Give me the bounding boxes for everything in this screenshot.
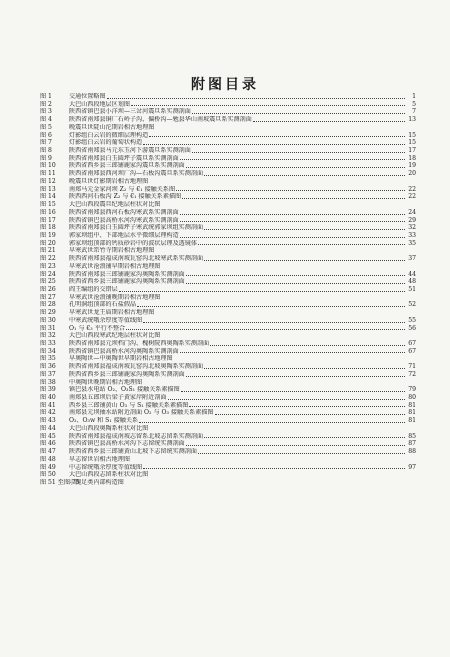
figure-title: 灯影组白云岩的葡萄状构造: [69, 139, 143, 147]
leader-dots: [186, 281, 405, 284]
figure-title: 晚震旦世灯影期岩相古地理图: [69, 177, 149, 185]
figure-title: 早奥陶世—中奥陶世早期岩相古地理图: [69, 355, 173, 363]
figure-number: 图 19: [40, 231, 56, 239]
figure-title: 陕西省南郑县铜厂石岭子沟、偏桥沟—勉县华山南坡震旦系实测剖面: [69, 116, 252, 124]
list-item: [40, 240, 416, 248]
page-number: 71: [408, 363, 416, 371]
list-item: [40, 132, 416, 140]
figure-title: 晚震旦世陡山沱期岩相古地理图: [69, 123, 155, 131]
figure-title: 交通位置略图: [69, 93, 106, 100]
page-number: 67: [408, 347, 416, 355]
page-number: 20: [408, 170, 416, 178]
list-item: [40, 247, 416, 255]
figure-title: 郭家坝组顶部的钙质砂岩中的波状层理及透镜体: [69, 239, 197, 247]
page-number: 15: [408, 139, 416, 147]
figure-number: 图 34: [40, 347, 56, 355]
figure-title: 陕西省南郑县三郎铺鹿家沟奥陶系实测剖面: [69, 270, 185, 278]
list-item: [40, 355, 416, 363]
figure-title: 大巴山西段寒武纪地层柱状对比图: [69, 332, 161, 340]
leader-dots: [107, 96, 405, 99]
list-item: [40, 193, 416, 201]
list-item: [40, 217, 416, 225]
figure-title: O₁ 与 €₃ 平行不整合: [69, 324, 126, 332]
list-item: [40, 201, 416, 209]
figure-number: 图 50: [40, 471, 56, 479]
figure-title: 陕西省西乡县三郎铺鹿家沟奥陶系实测剖面: [69, 370, 185, 378]
figure-number: 图 35: [40, 355, 56, 363]
page-number: 81: [408, 401, 416, 409]
figure-number: 图 33: [40, 340, 56, 347]
figure-number: 图 38: [40, 378, 56, 386]
list-item: [40, 271, 416, 279]
figure-title: 陕西省南郑县白玉圆坪子震旦系实测剖面: [69, 154, 179, 162]
figure-title: 早志留世岩相古地理图: [69, 455, 130, 463]
page-number: 17: [408, 147, 416, 155]
leader-dots: [192, 150, 405, 153]
leader-dots: [181, 389, 405, 392]
list-item: [40, 178, 416, 186]
figure-number: 图 22: [40, 255, 56, 263]
figure-number: 图 13: [40, 185, 56, 193]
figure-number: 图 29: [40, 309, 56, 317]
leader-dots: [180, 157, 405, 160]
page-number: 18: [408, 154, 416, 162]
leader-dots: [180, 219, 405, 222]
figure-title: 陕西省西乡县三郎铺鹿家沟奥陶系实测剖面: [69, 278, 185, 286]
page-number: 7: [412, 108, 416, 116]
figure-number: 图 18: [40, 224, 56, 232]
list-item: [40, 471, 416, 479]
figure-title: 陕西省镇巴县高桥水河沟奥陶系实测剖面: [69, 347, 179, 355]
leader-dots: [180, 212, 405, 215]
figure-number: 图 31: [40, 324, 56, 332]
figure-title: 示腕足类内部构造图: [69, 478, 124, 486]
leader-dots: [253, 119, 405, 122]
figure-number: 图 24: [40, 270, 56, 278]
figure-title: 孔明洞组顶部的石盐假晶: [69, 301, 137, 309]
list-item: [40, 186, 416, 194]
figure-number: 图 17: [40, 216, 56, 224]
figure-number: 图 3: [40, 108, 52, 116]
figure-number: 图 8: [40, 147, 52, 155]
list-item: [40, 464, 416, 472]
figure-number: 图 16: [40, 208, 56, 216]
leader-dots: [186, 165, 405, 168]
leader-dots: [180, 350, 405, 353]
list-item: [40, 263, 416, 271]
figure-title: 南郑县元坝抽水站附近剖面 O₂ 与 O₃ 接触关系素描图: [69, 409, 214, 417]
figure-title: 早寒武世沧浪铺早期岩相古地理图: [69, 262, 161, 270]
list-item: [40, 224, 416, 232]
leader-dots: [131, 103, 405, 106]
figure-title: 南郑县五郎坝后梁子黄家岸附近剖面: [69, 394, 167, 402]
leader-dots: [204, 173, 405, 176]
page-number: 44: [408, 270, 416, 278]
page-number: 88: [408, 448, 416, 456]
list-item: [40, 379, 416, 387]
figure-number: 图 23: [40, 262, 56, 270]
figure-number: 图 20: [40, 239, 56, 247]
leader-dots: [143, 320, 405, 323]
figure-number: 图 46: [40, 440, 56, 448]
page-number: 85: [408, 432, 416, 440]
figure-number: 图 10: [40, 162, 56, 170]
figure-title: 陕西省南郑县福成南坡志留系北坡志留系实测剖面: [69, 432, 204, 440]
figure-title: 早寒武世沧浪铺晚期岩相古地理图: [69, 293, 161, 301]
figure-title: 大巴山西段震旦纪地层柱状对比图: [69, 201, 161, 209]
list-item: [40, 479, 416, 487]
figure-number: 图 14: [40, 193, 56, 201]
figure-number: 图 5: [40, 123, 52, 131]
list-item: [40, 417, 416, 425]
leader-dots: [176, 188, 405, 191]
list-item: [40, 124, 416, 132]
leader-dots: [168, 397, 406, 400]
figure-number: 图 49: [40, 463, 56, 471]
page-number: 22: [408, 193, 416, 201]
figure-number: 图 9: [40, 154, 52, 162]
figure-number: 图 26: [40, 285, 56, 293]
figure-title: 陕西省南郑县福成南坡瓦窑沟北坡奥陶系实测剖面: [69, 363, 204, 371]
figure-number: 图 25: [40, 278, 56, 286]
figure-number: 图 7: [40, 139, 52, 147]
list-item: [40, 209, 416, 217]
figure-number: 图 39: [40, 386, 56, 394]
list-item: [40, 394, 416, 402]
leader-dots: [186, 443, 405, 446]
list-item: [40, 232, 416, 240]
page-number: 56: [408, 324, 416, 332]
page-number: 79: [408, 386, 416, 394]
figure-title: 大巴山西段地层区划图: [69, 100, 130, 108]
leader-dots: [198, 242, 405, 245]
figure-number: 图 1: [40, 93, 52, 100]
page-number: 55: [408, 316, 416, 324]
list-item: [40, 116, 416, 124]
figure-title: 陕西省南郑县福成南坡瓦窑沟北坡寒武系实测剖面: [69, 255, 204, 263]
page-number: 24: [408, 208, 416, 216]
list-item: [40, 155, 416, 163]
figure-title: 陕西西河石板沟 Z₂ 与 €₁ 接触关系素描图: [69, 193, 182, 201]
figure-number: 图 6: [40, 131, 52, 139]
page-number: 5: [412, 100, 416, 108]
list-item: [40, 448, 416, 456]
page-number: 97: [408, 463, 416, 471]
page-number: 29: [408, 216, 416, 224]
list-item: [40, 139, 416, 147]
figure-title: 陕西省南郑县元坝档门沟、槐树院西奥陶系实测剖面: [69, 340, 210, 347]
figure-number: 图 11: [40, 170, 56, 178]
figure-number: 图 2: [40, 100, 52, 108]
page-number: 19: [408, 162, 416, 170]
list-item: [40, 409, 416, 417]
figure-title: O₂、O₃w 和 S₁ 接触关系: [69, 417, 139, 425]
list-item: [40, 332, 416, 340]
page-number: 48: [408, 278, 416, 286]
page-number: 81: [408, 409, 416, 417]
figure-title: 陕西省南郑县马元东玉河下游震旦系实测剖面: [69, 147, 191, 155]
list-item: [40, 348, 416, 356]
list-item: [40, 108, 416, 116]
figure-title: 陕西省镇巴县高桥水河沟下志留统实测剖面: [69, 440, 185, 448]
figure-title: 西乡县三郎铺黄山 O₃ 与 S₁ 接触关系素描图: [69, 401, 189, 409]
list-item: [40, 170, 416, 178]
leader-dots: [215, 412, 405, 415]
leader-dots: [180, 235, 405, 238]
figure-list: [40, 93, 416, 487]
figure-title: 陕西省西乡县三郎铺鹿家沟震旦系实测剖面: [69, 162, 185, 170]
leader-dots: [119, 289, 405, 292]
list-item: [40, 440, 416, 448]
page-number: 67: [408, 340, 416, 347]
figure-title: 陕西省南郑县白玉圆坪子寒武统郭家坝组实测剖面: [69, 224, 204, 232]
list-item: [40, 162, 416, 170]
leader-dots: [149, 134, 405, 137]
figure-number: 图 45: [40, 432, 56, 440]
figure-title: 早寒武世龙王庙期岩相古地理图: [69, 309, 155, 317]
list-item: [40, 325, 416, 333]
figure-title: 镇巴县水电站 O₂、O₃S₁ 接触关系素描图: [69, 386, 180, 394]
leader-dots: [198, 451, 405, 454]
figure-number: 图 27: [40, 293, 56, 301]
figure-title: 阎王编组的交错层: [69, 285, 118, 293]
list-item: [40, 456, 416, 464]
figure-title: 中寒武统哦余厚度等值线图: [69, 316, 143, 324]
figure-number: 图 43: [40, 417, 56, 425]
list-item: [40, 402, 416, 410]
figure-number: 图 40: [40, 394, 56, 402]
page-number: 22: [408, 185, 416, 193]
figure-number: 图 4: [40, 116, 52, 124]
page-number: 37: [408, 255, 416, 263]
leader-dots: [143, 466, 405, 469]
list-item: [40, 294, 416, 302]
list-item: [40, 93, 416, 101]
leader-dots: [210, 343, 405, 346]
list-item: [40, 301, 416, 309]
figure-title: 中奥陶世晚期岩相古地理图: [69, 378, 143, 386]
figure-title: 郭家坝组中、下部地层水平微细层理构造: [69, 231, 179, 239]
page-number: 1: [412, 93, 416, 100]
list-item: [40, 309, 416, 317]
figure-title: 大巴山西段奥陶系柱状对比图: [69, 424, 149, 432]
figure-number: 图 48: [40, 455, 56, 463]
list-item: [40, 433, 416, 441]
figure-title: 大巴山西段志留系柱状对比图: [69, 471, 149, 479]
figure-title: 南郑马元金家河坝 Z₂ 与 €₁ 接触关系图: [69, 185, 176, 193]
leader-dots: [182, 196, 405, 199]
page-number: 87: [408, 440, 416, 448]
page-number: 51: [408, 285, 416, 293]
figure-title: 陕西省镇巴县高桥水河沟寒武系实测剖面: [69, 216, 179, 224]
figure-number: 图 41: [40, 401, 56, 409]
figure-number: 图 12: [40, 177, 56, 185]
leader-dots: [139, 420, 405, 423]
figure-number: 图 32: [40, 332, 56, 340]
list-item: [40, 371, 416, 379]
leader-dots: [204, 227, 405, 230]
figure-number: 图 28: [40, 301, 56, 309]
leader-dots: [186, 273, 405, 276]
page-number: 35: [408, 239, 416, 247]
page-number: 32: [408, 224, 416, 232]
figure-title: 早寒武世筇竹寺期岩相古地理图: [69, 247, 155, 255]
leader-dots: [204, 366, 405, 369]
figure-number: 图 51 至图 75: [40, 478, 80, 486]
figure-title: 中志留统哦余厚度等值线图: [69, 463, 143, 471]
figure-number: 图 36: [40, 363, 56, 371]
page-number: 52: [408, 301, 416, 309]
list-item: [40, 425, 416, 433]
page-number: 15: [408, 131, 416, 139]
list-item: [40, 147, 416, 155]
list-item: [40, 363, 416, 371]
figure-number: 图 37: [40, 370, 56, 378]
figure-number: 图 42: [40, 409, 56, 417]
figure-title: 陕西省南郑县西河石板沟寒武系实测剖面: [69, 208, 179, 216]
list-item: [40, 340, 416, 348]
leader-dots: [204, 258, 405, 261]
figure-title: 陕西省镇巴县小洋坝—三岔河震旦系实测剖面: [69, 108, 191, 116]
figure-number: 图 47: [40, 448, 56, 456]
list-item: [40, 317, 416, 325]
figure-number: 图 30: [40, 316, 56, 324]
leader-dots: [143, 142, 405, 145]
page-number: 72: [408, 370, 416, 378]
leader-dots: [186, 374, 405, 377]
leader-dots: [189, 404, 405, 407]
figure-number: 图 15: [40, 201, 56, 209]
figure-number: 图 44: [40, 424, 56, 432]
leader-dots: [126, 327, 405, 330]
figure-title: 陕西省南郑县西河坝厂沟—石板沟震旦系实测剖面: [69, 170, 204, 178]
list-item: [40, 101, 416, 109]
page-title: 附图目录: [191, 77, 259, 93]
leader-dots: [204, 435, 405, 438]
list-item: [40, 278, 416, 286]
list-item: [40, 286, 416, 294]
figure-number: 图 21: [40, 247, 56, 255]
list-item: [40, 386, 416, 394]
page-number: 80: [408, 394, 416, 402]
page-number: 33: [408, 231, 416, 239]
figure-title: 陕西省西乡县三郎铺黄山北坡下志留统实测剖面: [69, 448, 197, 456]
page-number: 81: [408, 417, 416, 425]
figure-title: 灯影组白云岩的微细层理构造: [69, 131, 149, 139]
leader-dots: [192, 111, 405, 114]
leader-dots: [137, 304, 405, 307]
list-item: [40, 255, 416, 263]
page-number: 13: [408, 116, 416, 124]
